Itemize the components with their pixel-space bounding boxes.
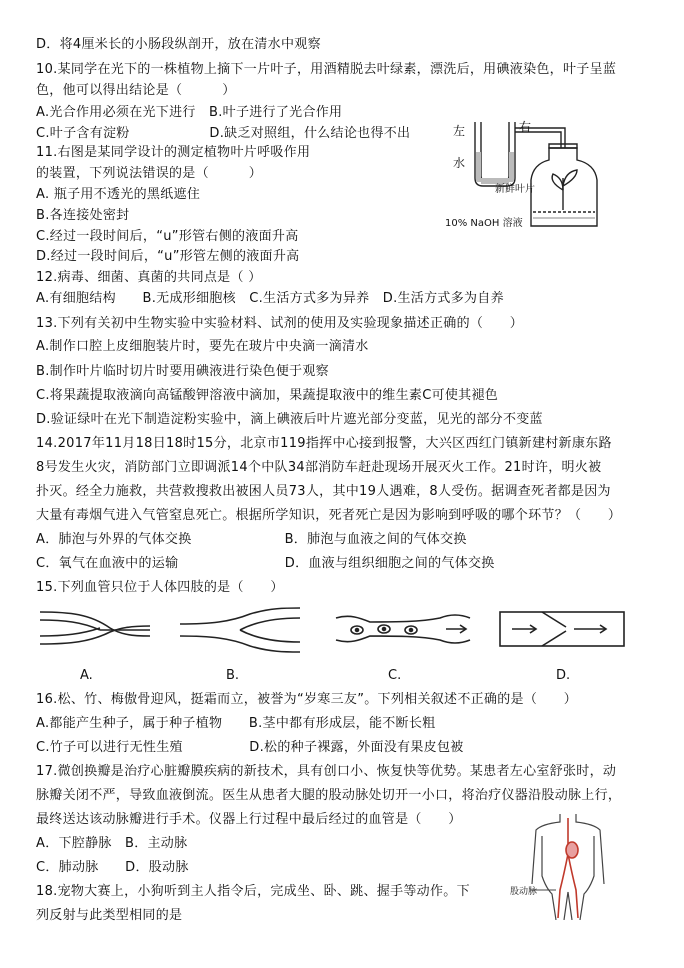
q13-option-d: D.验证绿叶在光下制造淀粉实验中，滴上碘液后叶片遮光部分变蓝，见光的部分不变蓝 <box>36 412 543 427</box>
q14-line-4: 大量有毒烟气进入气管窒息死亡。根据所学知识，死者死亡是因为影响到呼吸的哪个环节？（ ） <box>36 508 622 523</box>
vessel-a-figure <box>40 612 150 644</box>
q13-option-a: A.制作口腔上皮细胞装片时，要先在玻片中央滴一滴清水 <box>36 339 369 354</box>
q11-line-1: 11.右图是某同学设计的测定植物叶片呼吸作用 <box>36 145 311 160</box>
q13-stem: 13.下列有关初中生物实验中实验材料、试剂的使用及实验现象描述正确的（ ） <box>36 316 524 331</box>
q18-line-2: 列反射与此类型相同的是 <box>36 908 183 923</box>
q16-option-cd: C.竹子可以进行无性生殖 D.松的种子裸露，外面没有果皮包被 <box>36 740 464 755</box>
q11-line-2: 的装置，下列说法错误的是（ ） <box>36 166 263 181</box>
q15-option-a: A. <box>80 668 93 683</box>
q18-line-1: 18.宠物大赛上，小狗听到主人指令后，完成坐、卧、跳、握手等动作。下 <box>36 884 470 899</box>
q10-option-cd: C.叶子含有淀粉 D.缺乏对照组，什么结论也得不出 <box>36 126 411 141</box>
q11-option-c: C.经过一段时间后，“u”形管右侧的液面升高 <box>36 229 299 244</box>
respiration-apparatus-figure <box>445 108 625 232</box>
q17-line-2: 脉瓣关闭不严，导致血液倒流。医生从患者大腿的股动脉处切开一小口，将治疗仪器沿股动脉上行， <box>36 788 622 803</box>
q12-options: A.有细胞结构 B.无成形细胞核 C.生活方式多为异养 D.生活方式多为自养 <box>36 291 504 306</box>
q11-option-d: D.经过一段时间后，“u”形管左侧的液面升高 <box>36 249 300 264</box>
q10-line-1: 10.某同学在光下的一株植物上摘下一片叶子，用酒精脱去叶绿素，漂洗后，用碘液染色，叶子呈蓝 <box>36 62 617 77</box>
q14-option-ab: A．肺泡与外界的气体交换 B．肺泡与血液之间的气体交换 <box>36 532 467 547</box>
vessel-b-figure <box>180 608 300 652</box>
body-label-femoral-artery: 股动脉 <box>510 887 538 897</box>
q10-option-ab: A.光合作用必须在光下进行 B.叶子进行了光合作用 <box>36 105 343 120</box>
q17-line-1: 17.微创换瓣是治疗心脏瓣膜疾病的新技术，具有创口小、恢复快等优势。某患者左心室舒张时，动 <box>36 764 617 779</box>
q11-option-b: B.各连接处密封 <box>36 208 130 223</box>
q12-stem: 12.病毒、细菌、真菌的共同点是（ ） <box>36 270 262 285</box>
q15-option-b: B. <box>226 668 240 683</box>
q14-line-1: 14.2017年11月18日18时15分，北京市119指挥中心接到报警，大兴区西红门镇新建村新康东路 <box>36 436 612 451</box>
body-drawing <box>512 814 624 920</box>
human-body-figure <box>512 814 624 920</box>
q14-line-2: 8号发生火灾，消防部门立即调派14个中队34部消防车赶赴现场开展灭火工作。21时许，明火被 <box>36 460 602 475</box>
q14-line-3: 扑灭。经全力施救，共营救搜救出被困人员73人，其中19人遇难，8人受伤。据调查死者都是因为 <box>36 484 611 499</box>
line-0: D．将4厘米长的小肠段纵剖开，放在清水中观察 <box>36 37 321 52</box>
q15-option-c: C. <box>388 668 402 683</box>
q14-option-cd: C．氧气在血液中的运输 D．血液与组织细胞之间的气体交换 <box>36 556 495 571</box>
apparatus-label-left: 左 <box>453 124 466 138</box>
q10-line-2: 色，他可以得出结论是（ ） <box>36 83 236 98</box>
vessel-d-figure <box>500 612 624 646</box>
q11-option-a: A. 瓶子用不透光的黑纸遮住 <box>36 187 201 202</box>
vessel-c-figure <box>336 615 470 643</box>
q13-option-b: B.制作叶片临时切片时要用碘液进行染色便于观察 <box>36 364 329 379</box>
apparatus-label-right: 右 <box>519 120 532 134</box>
apparatus-label-solution: 10% NaOH 溶液 <box>445 218 523 229</box>
q15-option-d: D. <box>556 668 571 683</box>
q15-vessel-figures <box>0 600 684 670</box>
q17-option-ab: A．下腔静脉 B．主动脉 <box>36 836 188 851</box>
q15-stem: 15.下列血管只位于人体四肢的是（ ） <box>36 580 284 595</box>
q16-option-ab: A.都能产生种子，属于种子植物 B.茎中都有形成层，能不断长粗 <box>36 716 436 731</box>
q16-stem: 16.松、竹、梅傲骨迎风，挺霜而立，被誉为“岁寒三友”。下列相关叙述不正确的是（ ） <box>36 692 578 707</box>
q17-line-3: 最终送达该动脉瓣进行手术。仪器上行过程中最后经过的血管是（ ） <box>36 812 462 827</box>
q17-option-cd: C．肺动脉 D．股动脉 <box>36 860 189 875</box>
apparatus-label-leaf: 新鲜叶片 <box>495 184 535 195</box>
q13-option-c: C.将果蔬提取液滴向高锰酸钾溶液中滴加，果蔬提取液中的维生素C可使其褪色 <box>36 388 499 403</box>
apparatus-label-water: 水 <box>453 156 466 170</box>
